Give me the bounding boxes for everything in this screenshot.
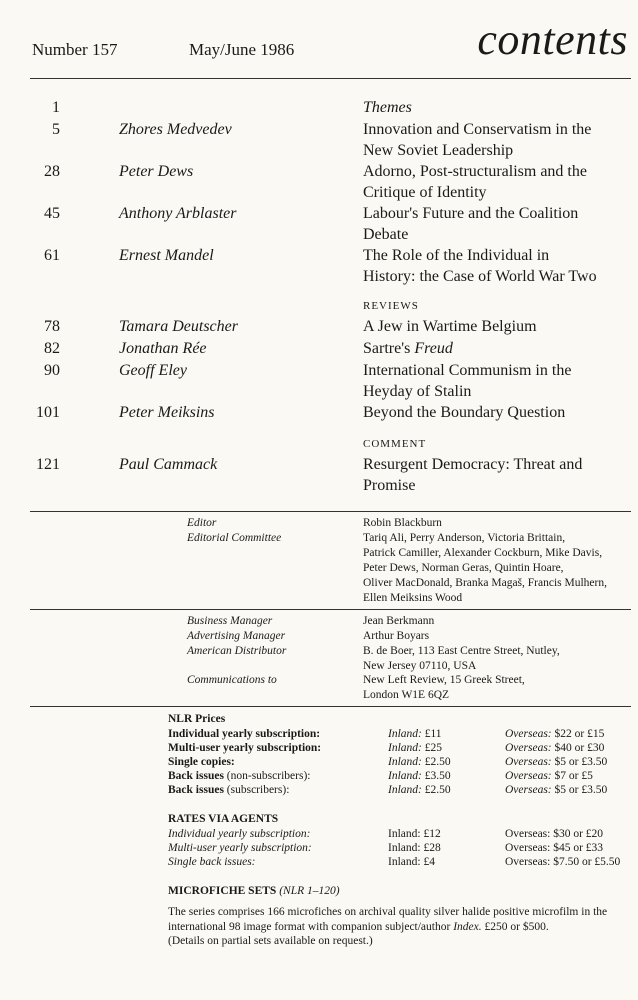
editor-name: Robin Blackburn	[363, 517, 442, 529]
toc-title: International Communism in the Heyday of Stalin	[363, 362, 572, 400]
agent-rate-label: Single back issues:	[168, 856, 256, 868]
toc-title: Sartre's Freud	[363, 340, 453, 357]
toc-title: A Jew in Wartime Belgium	[363, 318, 537, 335]
price-overseas: Overseas: $5 or £3.50	[505, 784, 608, 796]
toc-title: Resurgent Democracy: Threat and Promise	[363, 456, 583, 494]
agent-rate-overseas: Overseas: $30 or £20	[505, 828, 604, 840]
toc-author: Anthony Arblaster	[119, 205, 237, 222]
agent-rate-overseas: Overseas: $7.50 or £5.50	[505, 856, 621, 868]
price-label: Single copies:	[168, 756, 235, 768]
toc-title: Labour's Future and the Coalition Debate	[363, 205, 579, 243]
price-label: Back issues (non-subscribers):	[168, 770, 311, 782]
toc-page-number: 82	[44, 340, 60, 357]
toc-title: Beyond the Boundary Question	[363, 404, 566, 421]
toc-author: Tamara Deutscher	[119, 318, 238, 335]
price-label: Individual yearly subscription:	[168, 728, 321, 740]
toc-title: The Role of the Individual in History: the Case of World War Two	[363, 247, 597, 285]
price-overseas: Overseas: $40 or £30	[505, 742, 605, 754]
price-inland: Inland: £2.50	[388, 784, 451, 796]
price-overseas: Overseas: $7 or £5	[505, 770, 593, 782]
toc-page-number: 78	[44, 318, 60, 335]
comment-heading: COMMENT	[363, 438, 427, 450]
price-inland: Inland: £25	[388, 742, 442, 754]
issue-number: Number 157	[32, 40, 118, 59]
toc-author: Peter Meiksins	[119, 404, 215, 421]
price-overseas: Overseas: $22 or £15	[505, 728, 605, 740]
agent-rate-label: Individual yearly subscription:	[168, 828, 311, 840]
section-rule	[30, 706, 631, 707]
toc-author: Peter Dews	[119, 163, 194, 180]
toc-page-number: 5	[52, 121, 60, 138]
communications-address: New Left Review, 15 Greek Street, London W1E 6QZ	[363, 674, 525, 701]
communications-role: Communications to	[187, 674, 277, 686]
microfiche-heading: MICROFICHE SETS (NLR 1–120)	[168, 885, 340, 897]
price-inland: Inland: £3.50	[388, 770, 451, 782]
agent-rate-inland: Inland: £12	[388, 828, 441, 840]
committee-role: Editorial Committee	[187, 532, 282, 544]
business-role: Business Manager	[187, 615, 273, 627]
toc-title: Adorno, Post-structuralism and the Critique of Identity	[363, 163, 587, 201]
toc-page-number: 28	[44, 163, 60, 180]
price-label: Multi-user yearly subscription:	[168, 742, 322, 754]
page-title: contents	[477, 15, 628, 64]
toc-page-number: 101	[36, 404, 60, 421]
agent-rate-inland: Inland: £28	[388, 842, 441, 854]
distributor-role: American Distributor	[187, 645, 287, 657]
price-inland: Inland: £11	[388, 728, 442, 740]
toc-author: Zhores Medvedev	[119, 121, 232, 138]
editor-role: Editor	[187, 517, 217, 529]
prices-heading: NLR Prices	[168, 713, 226, 725]
toc-author: Geoff Eley	[119, 362, 187, 379]
toc-page-number: 90	[44, 362, 60, 379]
toc-author: Jonathan Rée	[119, 340, 207, 357]
price-label: Back issues (subscribers):	[168, 784, 290, 796]
issue-date: May/June 1986	[189, 40, 295, 59]
toc-page-number: 1	[52, 99, 60, 116]
toc-page-number: 121	[36, 456, 60, 473]
advertising-name: Arthur Boyars	[363, 630, 430, 642]
section-rule	[30, 511, 631, 512]
toc-page-number: 45	[44, 205, 60, 222]
price-overseas: Overseas: $5 or £3.50	[505, 756, 608, 768]
section-rule	[30, 609, 631, 610]
toc-author: Ernest Mandel	[119, 247, 214, 264]
agent-rate-overseas: Overseas: $45 or £33	[505, 842, 604, 854]
agent-rate-label: Multi-user yearly subscription:	[168, 842, 312, 854]
toc-title: Themes	[363, 99, 412, 116]
agents-heading: RATES VIA AGENTS	[168, 813, 279, 825]
header-rule	[30, 78, 631, 79]
reviews-heading: REVIEWS	[363, 300, 419, 312]
business-name: Jean Berkmann	[363, 615, 435, 627]
agent-rate-inland: Inland: £4	[388, 856, 435, 868]
distributor-address: B. de Boer, 113 East Centre Street, Nutley, New Jersey 07110, USA	[363, 645, 560, 672]
toc-author: Paul Cammack	[119, 456, 218, 473]
toc-title: Innovation and Conservatism in the New Soviet Leadership	[363, 121, 592, 159]
microfiche-description: The series comprises 166 microfiches on archival quality silver halide positive microfilm in the international 98 image format with companion subject/author Index. £250 or $500. (Details on partial sets available on request.)	[168, 906, 608, 947]
price-inland: Inland: £2.50	[388, 756, 451, 768]
advertising-role: Advertising Manager	[187, 630, 286, 642]
committee-members: Tariq Ali, Perry Anderson, Victoria Brittain, Patrick Camiller, Alexander Cockburn, Mike Davis, Peter Dews, Norman Geras, Quintin Hoare, Oliver MacDonald, Branka Magaš, Francis Mulhern, Ellen Meiksins Wood	[363, 532, 607, 604]
toc-page-number: 61	[44, 247, 60, 264]
